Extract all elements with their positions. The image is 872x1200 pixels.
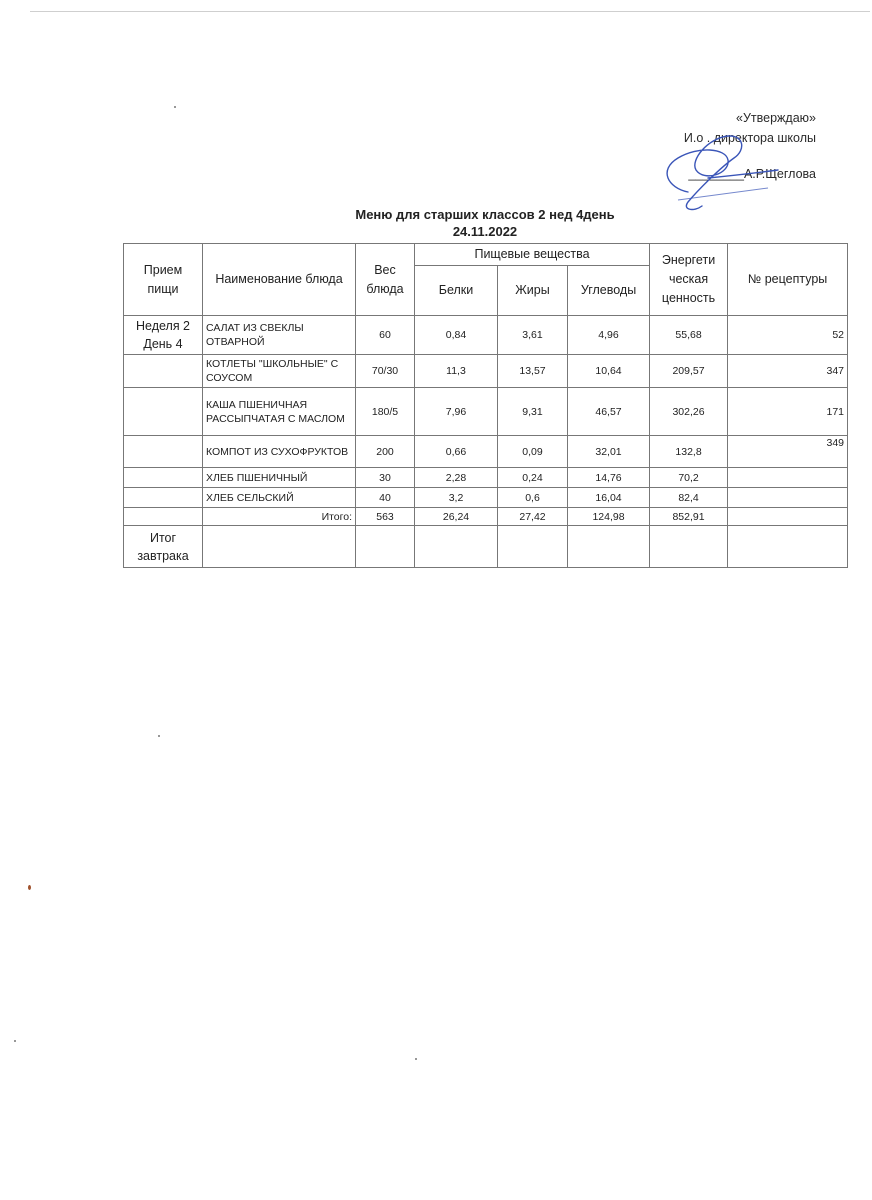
total-recipe-empty: [728, 508, 848, 526]
dish-weight: 60: [356, 316, 415, 355]
dish-weight: 200: [356, 436, 415, 468]
total-weight: 563: [356, 508, 415, 526]
total-row: [124, 508, 848, 526]
total-fats: 27,42: [498, 508, 568, 526]
dish-name: КОТЛЕТЫ "ШКОЛЬНЫЕ" С СОУСОМ: [203, 355, 356, 388]
menu-table: [123, 243, 848, 568]
meal-cell: [124, 488, 203, 508]
menu-date: 24.11.2022: [452, 224, 518, 239]
empty-cell: [498, 526, 568, 568]
approval-signature-line: ________А.Р.Щеглова: [688, 167, 816, 181]
header-energy: Энергети ческая ценность: [650, 244, 728, 316]
dish-recipe: 171: [728, 388, 848, 436]
dish-name: ХЛЕБ СЕЛЬСКИЙ: [203, 488, 356, 508]
dish-carbs: 14,76: [568, 468, 650, 488]
dish-carbs: 46,57: [568, 388, 650, 436]
table-row: [124, 355, 848, 388]
dish-fats: 0,24: [498, 468, 568, 488]
dish-proteins: 3,2: [415, 488, 498, 508]
dish-fats: 0,6: [498, 488, 568, 508]
document-title: [300, 206, 670, 240]
dish-energy: 132,8: [650, 436, 728, 468]
dish-fats: 0,09: [498, 436, 568, 468]
dish-recipe: [728, 488, 848, 508]
header-fats: Жиры: [498, 266, 568, 316]
scan-speck: [158, 735, 160, 737]
header-meal: Прием пищи: [124, 244, 203, 316]
dish-energy: 302,26: [650, 388, 728, 436]
dish-weight: 30: [356, 468, 415, 488]
meal-cell: [124, 388, 203, 436]
dish-name: ХЛЕБ ПШЕНИЧНЫЙ: [203, 468, 356, 488]
table-row: [124, 316, 848, 355]
scan-speck: [174, 106, 176, 108]
empty-cell: [568, 526, 650, 568]
dish-carbs: 16,04: [568, 488, 650, 508]
empty-cell: [650, 526, 728, 568]
total-carbs: 124,98: [568, 508, 650, 526]
meal-cell: [124, 355, 203, 388]
header-dish: Наименование блюда: [203, 244, 356, 316]
dish-energy: 70,2: [650, 468, 728, 488]
dish-name: САЛАТ ИЗ СВЕКЛЫ ОТВАРНОЙ: [203, 316, 356, 355]
dish-energy: 209,57: [650, 355, 728, 388]
total-proteins: 26,24: [415, 508, 498, 526]
header-weight: Вес блюда: [356, 244, 415, 316]
table-row: [124, 436, 848, 468]
dish-energy: 55,68: [650, 316, 728, 355]
dish-recipe: 52: [728, 316, 848, 355]
total-label: Итого:: [203, 508, 356, 526]
final-row: [124, 526, 848, 568]
header-recipe: № рецептуры: [728, 244, 848, 316]
empty-cell: [356, 526, 415, 568]
empty-cell: [728, 526, 848, 568]
header-proteins: Белки: [415, 266, 498, 316]
meal-cell: [124, 436, 203, 468]
total-energy: 852,91: [650, 508, 728, 526]
dish-name: КОМПОТ ИЗ СУХОФРУКТОВ: [203, 436, 356, 468]
dish-name: КАША ПШЕНИЧНАЯ РАССЫПЧАТАЯ С МАСЛОМ: [203, 388, 356, 436]
dish-weight: 70/30: [356, 355, 415, 388]
header-nutrients: Пищевые вещества: [415, 244, 650, 266]
table-row: [124, 488, 848, 508]
menu-title: Меню для старших классов 2 нед 4день: [355, 207, 615, 222]
table-row: [124, 468, 848, 488]
scan-speck: [14, 1040, 16, 1042]
dish-proteins: 0,66: [415, 436, 498, 468]
scan-speck: [415, 1058, 417, 1060]
scan-speck: [28, 885, 31, 890]
dish-carbs: 10,64: [568, 355, 650, 388]
dish-carbs: 4,96: [568, 316, 650, 355]
table-row: [124, 388, 848, 436]
approval-title: «Утверждаю»: [736, 111, 816, 125]
final-label: Итог завтрака: [124, 526, 203, 568]
dish-fats: 3,61: [498, 316, 568, 355]
dish-carbs: 32,01: [568, 436, 650, 468]
dish-recipe: 349: [728, 436, 848, 468]
dish-proteins: 0,84: [415, 316, 498, 355]
dish-energy: 82,4: [650, 488, 728, 508]
dish-proteins: 7,96: [415, 388, 498, 436]
header-carbs: Углеводы: [568, 266, 650, 316]
dish-proteins: 2,28: [415, 468, 498, 488]
scan-top-edge: [30, 11, 870, 12]
dish-fats: 13,57: [498, 355, 568, 388]
dish-recipe: 347: [728, 355, 848, 388]
dish-weight: 40: [356, 488, 415, 508]
dish-fats: 9,31: [498, 388, 568, 436]
empty-cell: [415, 526, 498, 568]
approval-position: И.о . директора школы: [683, 131, 816, 145]
dish-weight: 180/5: [356, 388, 415, 436]
total-empty-cell: [124, 508, 203, 526]
dish-proteins: 11,3: [415, 355, 498, 388]
meal-cell: Неделя 2 День 4: [124, 316, 203, 355]
dish-recipe: [728, 468, 848, 488]
meal-cell: [124, 468, 203, 488]
empty-cell: [203, 526, 356, 568]
header-row: [124, 244, 848, 266]
